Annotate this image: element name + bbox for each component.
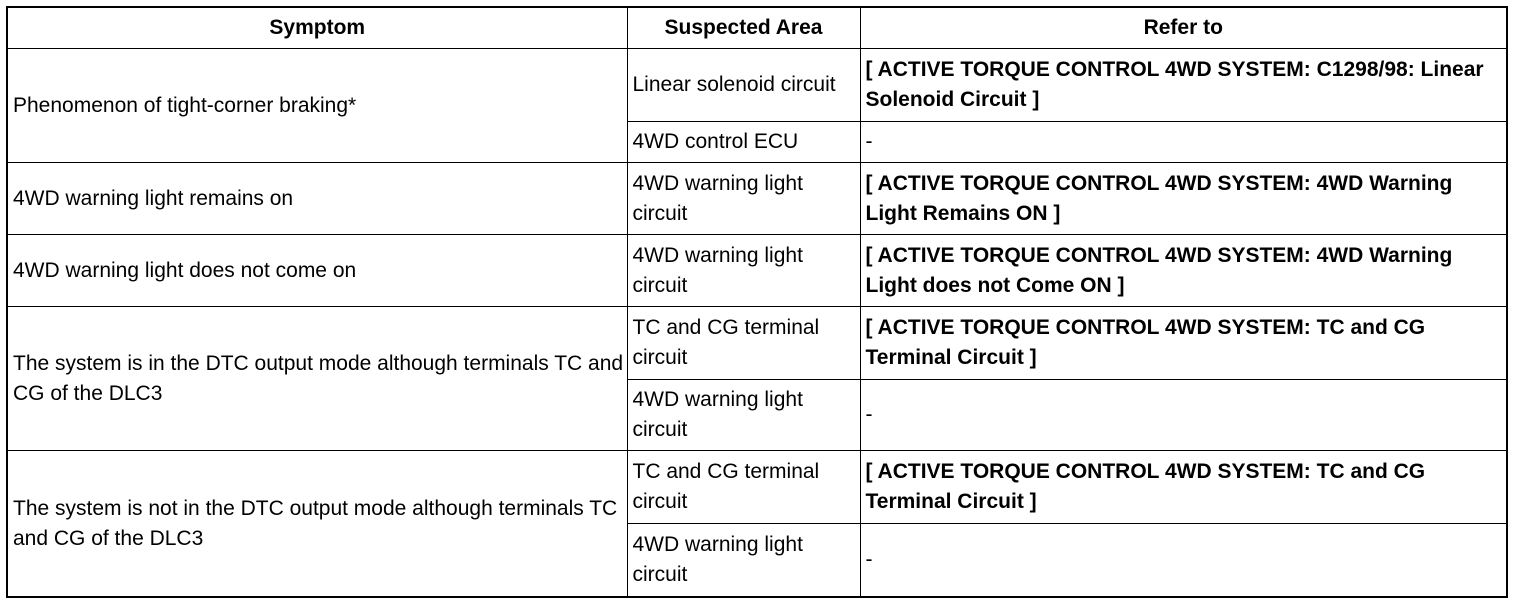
symptom-table: [6, 6, 1508, 598]
refer-to-cell: [ ACTIVE TORQUE CONTROL 4WD SYSTEM: C1298/98: Linear Solenoid Circuit ]: [860, 49, 1507, 122]
table-row: [7, 451, 1507, 524]
symptom-cell: 4WD warning light remains on: [7, 163, 627, 235]
suspected-area-cell: Linear solenoid circuit: [627, 49, 860, 122]
header-symptom: Symptom: [7, 7, 627, 49]
suspected-area-cell: 4WD warning light circuit: [627, 380, 860, 451]
header-refer-to: Refer to: [860, 7, 1507, 49]
suspected-area-cell: 4WD warning light circuit: [627, 163, 860, 235]
symptom-cell: The system is not in the DTC output mode although terminals TC and CG of the DLC3: [7, 451, 627, 598]
refer-to-cell: [ ACTIVE TORQUE CONTROL 4WD SYSTEM: 4WD Warning Light Remains ON ]: [860, 163, 1507, 235]
refer-to-cell: -: [860, 524, 1507, 598]
suspected-area-cell: 4WD warning light circuit: [627, 235, 860, 307]
suspected-area-cell: 4WD warning light circuit: [627, 524, 860, 598]
refer-to-cell: -: [860, 380, 1507, 451]
table-row: [7, 49, 1507, 122]
symptom-cell: Phenomenon of tight-corner braking*: [7, 49, 627, 163]
table-row: [7, 235, 1507, 307]
symptom-cell: 4WD warning light does not come on: [7, 235, 627, 307]
header-suspected-area: Suspected Area: [627, 7, 860, 49]
suspected-area-cell: TC and CG terminal circuit: [627, 451, 860, 524]
refer-to-cell: [ ACTIVE TORQUE CONTROL 4WD SYSTEM: 4WD Warning Light does not Come ON ]: [860, 235, 1507, 307]
refer-to-cell: [ ACTIVE TORQUE CONTROL 4WD SYSTEM: TC and CG Terminal Circuit ]: [860, 307, 1507, 380]
header-row: [7, 7, 1507, 49]
symptom-cell: The system is in the DTC output mode although terminals TC and CG of the DLC3: [7, 307, 627, 451]
table-row: [7, 307, 1507, 380]
suspected-area-cell: TC and CG terminal circuit: [627, 307, 860, 380]
refer-to-cell: [ ACTIVE TORQUE CONTROL 4WD SYSTEM: TC and CG Terminal Circuit ]: [860, 451, 1507, 524]
refer-to-cell: -: [860, 122, 1507, 163]
table-row: [7, 163, 1507, 235]
suspected-area-cell: 4WD control ECU: [627, 122, 860, 163]
